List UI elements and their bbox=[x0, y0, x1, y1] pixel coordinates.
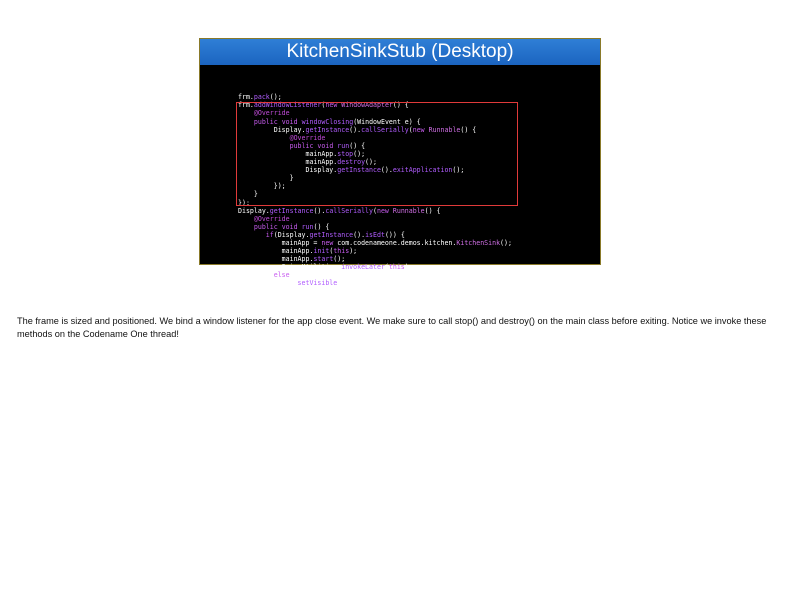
code-token: setVisible bbox=[297, 279, 338, 288]
code-line bbox=[238, 109, 600, 117]
code-token: getInstance bbox=[309, 230, 354, 239]
code-token: void bbox=[281, 222, 298, 231]
code-line bbox=[238, 174, 600, 182]
slide-frame bbox=[199, 38, 601, 288]
code-token bbox=[238, 109, 254, 117]
code-token: start bbox=[313, 255, 334, 264]
code-line bbox=[238, 263, 600, 271]
code-token: com.codenameone.demos.kitchen. bbox=[333, 238, 457, 247]
code-token: windowClosing bbox=[301, 117, 354, 126]
code-line bbox=[238, 182, 600, 190]
code-line bbox=[238, 93, 600, 101]
code-token: (). bbox=[353, 230, 366, 239]
code-token bbox=[238, 215, 254, 223]
code-token: (); bbox=[269, 93, 282, 102]
code-token: init bbox=[313, 247, 330, 256]
code-token: void bbox=[317, 141, 334, 150]
code-token: addWindowListener bbox=[253, 101, 322, 110]
code-line bbox=[238, 207, 600, 215]
code-token: () { bbox=[460, 125, 477, 134]
caption-text: The frame is sized and positioned. We bind a window listener for the app close event. We make sure to call stop() and destroy() on the main class before exiting. Notice we invoke these methods on the Codename One thread! bbox=[17, 316, 767, 339]
code-token: ); bbox=[349, 247, 358, 256]
code-token: @Override bbox=[253, 214, 290, 223]
code-token: (). bbox=[313, 206, 326, 215]
code-token: stop bbox=[337, 149, 354, 158]
code-token: new bbox=[376, 206, 389, 215]
code-line bbox=[238, 199, 600, 207]
code-token: WindowAdapter bbox=[341, 101, 393, 110]
code-token: () { bbox=[313, 222, 330, 231]
code-token: getInstance bbox=[337, 166, 381, 175]
code-block bbox=[200, 65, 600, 288]
code-token: invokeLater bbox=[341, 263, 385, 272]
code-token: Runnable bbox=[428, 125, 461, 134]
code-token: (); bbox=[353, 149, 366, 158]
code-token: void bbox=[281, 117, 298, 126]
code-token: } bbox=[238, 174, 294, 183]
code-token: frm. bbox=[238, 279, 298, 288]
code-token: ( bbox=[373, 206, 377, 215]
code-line bbox=[238, 231, 600, 239]
code-token: (). bbox=[380, 166, 393, 175]
code-token: Runnable bbox=[392, 206, 425, 215]
code-token: (); bbox=[365, 158, 377, 167]
code-token: (Display. bbox=[273, 230, 310, 239]
code-line bbox=[238, 126, 600, 134]
code-token: } bbox=[238, 190, 258, 199]
code-token: Display. bbox=[238, 166, 338, 175]
code-token: () { bbox=[392, 101, 409, 110]
code-token: callSerially bbox=[361, 125, 409, 134]
code-token: (); bbox=[333, 255, 346, 264]
code-token: (); bbox=[452, 166, 465, 175]
code-token: run bbox=[337, 141, 350, 150]
code-token: exitApplication bbox=[392, 166, 453, 175]
code-token: ( bbox=[329, 247, 334, 256]
code-line bbox=[238, 166, 600, 174]
code-token: () { bbox=[424, 206, 441, 215]
code-token: mainApp. bbox=[238, 247, 314, 256]
code-token: run bbox=[301, 222, 314, 231]
code-token: destroy bbox=[337, 158, 366, 167]
code-token: ()) { bbox=[384, 230, 405, 239]
code-line bbox=[238, 134, 600, 142]
code-line bbox=[238, 158, 600, 166]
code-token: pack bbox=[253, 93, 270, 102]
code-token: new bbox=[325, 101, 338, 110]
code-token: if bbox=[265, 230, 274, 239]
code-line bbox=[238, 247, 600, 255]
code-line bbox=[238, 255, 600, 263]
code-token: else bbox=[273, 271, 290, 280]
code-token: public bbox=[253, 222, 278, 231]
code-token: ); bbox=[404, 263, 413, 272]
code-token: isEdt bbox=[365, 230, 385, 239]
code-line bbox=[238, 271, 600, 279]
code-token: (WindowEvent e) { bbox=[353, 117, 421, 126]
code-token: (). bbox=[349, 125, 362, 134]
code-token: { bbox=[289, 271, 298, 280]
code-token: @Override bbox=[253, 109, 290, 118]
code-token: () { bbox=[349, 141, 366, 150]
code-token: } bbox=[238, 271, 274, 280]
code-token: callSerially bbox=[325, 206, 373, 215]
code-token: }); bbox=[238, 182, 286, 191]
code-token bbox=[238, 118, 254, 126]
code-token: ( bbox=[384, 263, 389, 272]
code-token: frm. bbox=[238, 101, 254, 110]
code-token: }); bbox=[238, 198, 250, 207]
code-token bbox=[238, 231, 266, 239]
code-token: Display. bbox=[238, 206, 270, 215]
code-token bbox=[238, 142, 290, 150]
code-token bbox=[238, 134, 290, 142]
code-token: mainApp. bbox=[238, 158, 338, 167]
code-token: (); bbox=[500, 238, 512, 247]
code-line bbox=[238, 118, 600, 126]
code-token: ( bbox=[408, 125, 413, 134]
code-token: getInstance bbox=[269, 206, 314, 215]
code-token: getInstance bbox=[305, 125, 350, 134]
code-line bbox=[238, 190, 600, 198]
code-token: KitchenSink bbox=[456, 238, 501, 247]
code-token: mainApp. bbox=[238, 149, 338, 158]
code-token: new bbox=[412, 125, 425, 134]
code-token: new bbox=[321, 238, 334, 247]
code-token bbox=[238, 223, 254, 231]
code-token: ( bbox=[321, 101, 326, 110]
code-line bbox=[238, 142, 600, 150]
code-line bbox=[238, 279, 600, 287]
code-token: SwingUtilities. bbox=[238, 263, 342, 272]
code-token: Display. bbox=[238, 125, 306, 134]
code-token: frm. bbox=[238, 93, 254, 102]
code-token: (true); bbox=[337, 279, 366, 288]
code-line bbox=[238, 215, 600, 223]
code-token: public bbox=[253, 117, 278, 126]
code-line bbox=[238, 150, 600, 158]
code-line bbox=[238, 101, 600, 109]
code-line bbox=[238, 239, 600, 247]
code-token: @Override bbox=[289, 133, 326, 142]
code-token: this bbox=[333, 247, 350, 256]
code-token: this bbox=[388, 263, 405, 272]
code-token: mainApp = bbox=[238, 238, 322, 247]
code-token: public bbox=[289, 141, 314, 150]
slide-title: KitchenSinkStub (Desktop) bbox=[200, 39, 600, 65]
code-line bbox=[238, 223, 600, 231]
code-token: mainApp. bbox=[238, 255, 314, 264]
